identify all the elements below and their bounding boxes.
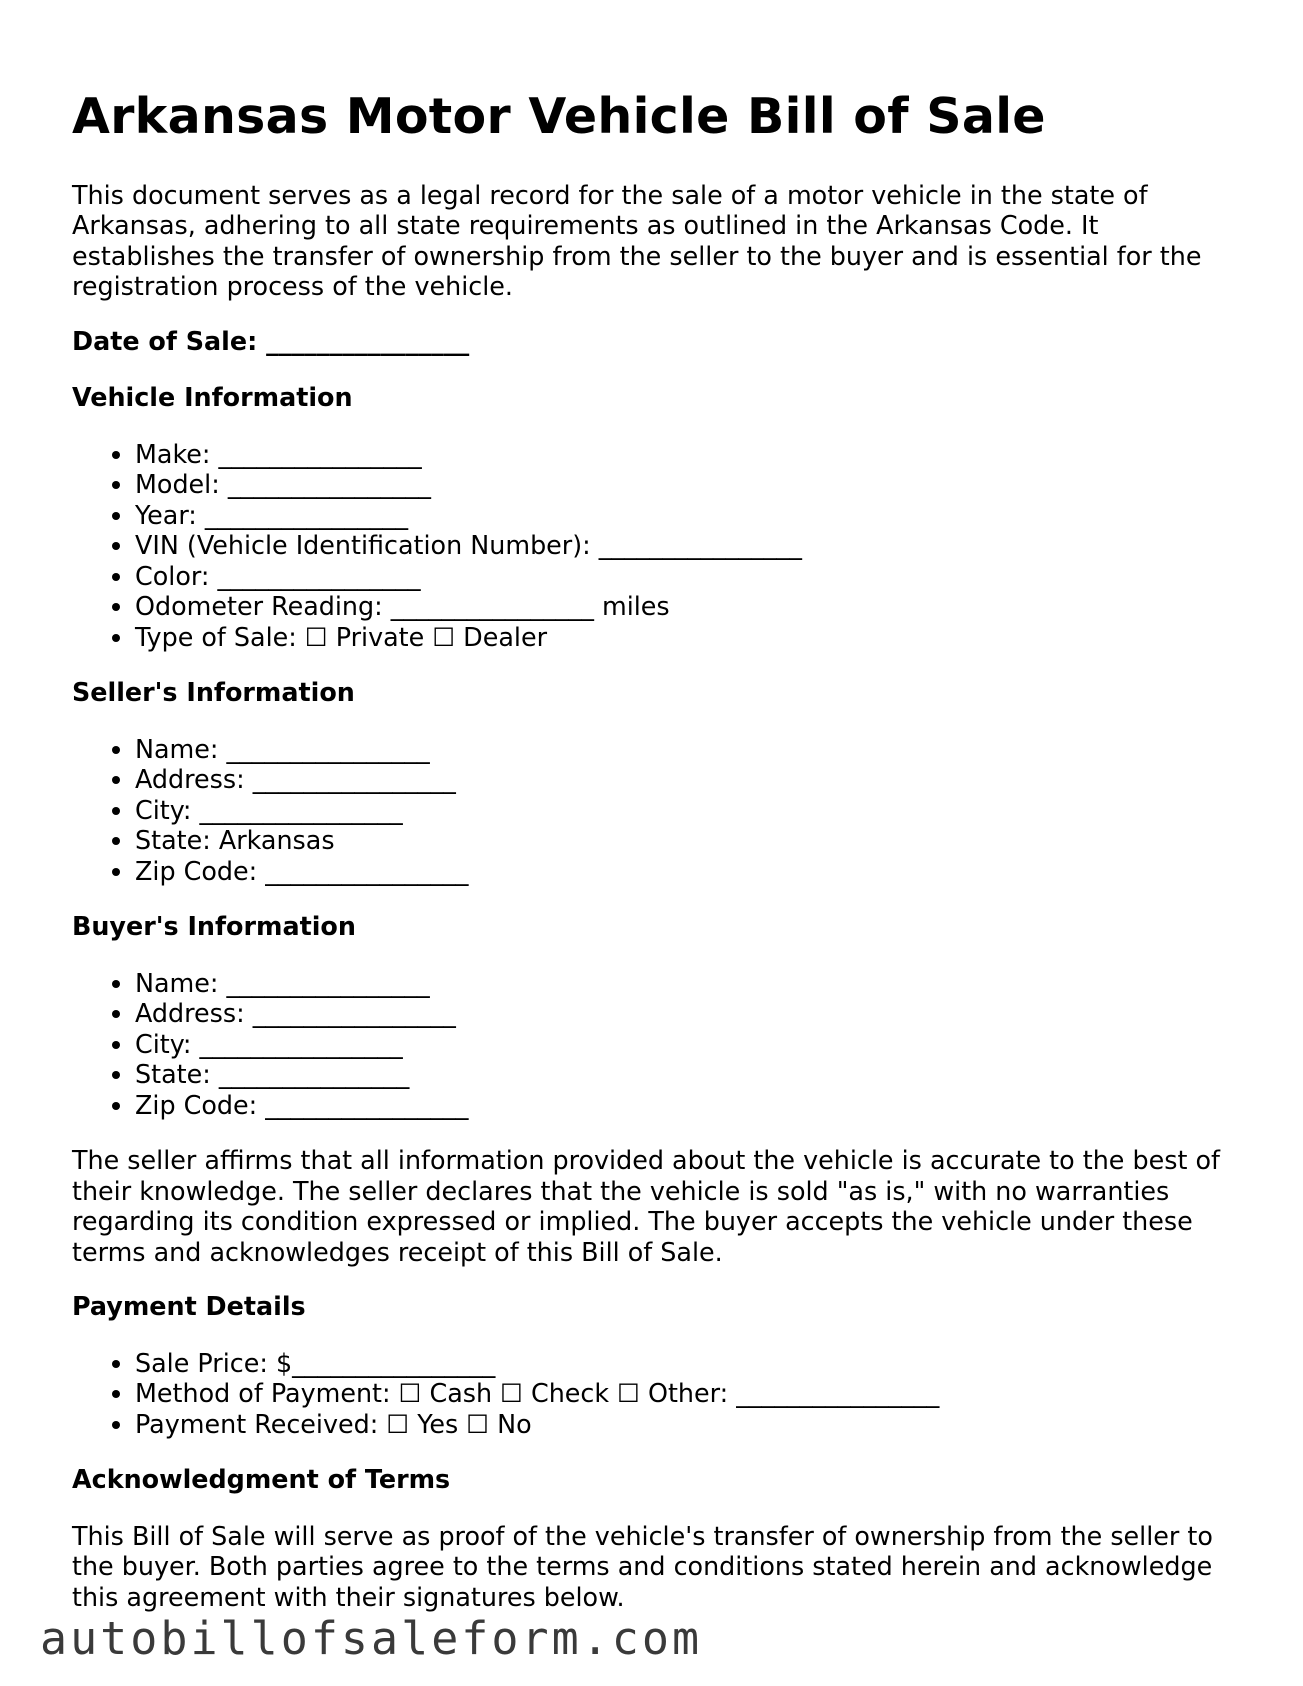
payment-method-item: • Method of Payment: ☐ Cash ☐ Check ☐ Other: ________________ (135, 1378, 1232, 1409)
buyer-city-item: • City: ________________ (135, 1029, 1232, 1060)
seller-city-item: • City: ________________ (135, 795, 1232, 826)
buyer-info-heading: Buyer's Information (72, 911, 356, 942)
vehicle-year-item: • Year: ________________ (135, 500, 1232, 531)
document-page (72, 88, 1232, 1636)
buyer-state-item: • State: _______________ (135, 1059, 1232, 1090)
date-of-sale-label: Date of Sale: (72, 325, 258, 356)
payment-details-heading: Payment Details (72, 1291, 306, 1322)
seller-address-item: • Address: ________________ (135, 764, 1232, 795)
date-of-sale-blank: ________________ (266, 325, 470, 356)
site-watermark: autobillofsaleform.com (40, 1612, 703, 1665)
vehicle-model-item: • Model: ________________ (135, 469, 1232, 500)
payment-received-item: • Payment Received: ☐ Yes ☐ No (135, 1409, 1232, 1440)
sale-price-item: • Sale Price: $________________ (135, 1348, 1232, 1379)
seller-name-item: • Name: ________________ (135, 734, 1232, 765)
seller-zip-item: • Zip Code: ________________ (135, 856, 1232, 887)
affirmation-paragraph: The seller affirms that all information provided about the vehicle is accurate to the best of their knowledge. The seller declares that the vehicle is sold "as is," with no warranties regarding its condition expressed or implied. The buyer accepts the vehicle under these terms and acknowledges receipt of this Bill of Sale. (72, 1145, 1220, 1267)
intro-paragraph: This document serves as a legal record for the sale of a motor vehicle in the state of Arkansas, adhering to all state requirements as outlined in the Arkansas Code. It establishes the transfer of ownership from the seller to the buyer and is essential for the registration process of the vehicle. (72, 179, 1202, 302)
vehicle-info-list (72, 439, 1232, 653)
seller-info-list (72, 734, 1232, 887)
buyer-name-item: • Name: ________________ (135, 968, 1232, 999)
date-of-sale-line (72, 326, 1232, 357)
vehicle-sale-type-item: • Type of Sale: ☐ Private ☐ Dealer (135, 622, 1232, 653)
payment-details-list (72, 1348, 1232, 1440)
acknowledgment-paragraph: This Bill of Sale will serve as proof of the vehicle's transfer of ownership from the seller to the buyer. Both parties agree to the terms and conditions stated herein and acknowledge this agreement with their signatures below. (72, 1520, 1213, 1612)
seller-info-heading: Seller's Information (72, 677, 355, 708)
document-title: Arkansas Motor Vehicle Bill of Sale (72, 88, 1046, 145)
vehicle-make-item: • Make: ________________ (135, 439, 1232, 470)
vehicle-vin-item: • VIN (Vehicle Identification Number): ________________ (135, 530, 1232, 561)
vehicle-info-heading: Vehicle Information (72, 382, 353, 413)
buyer-address-item: • Address: ________________ (135, 998, 1232, 1029)
buyer-zip-item: • Zip Code: ________________ (135, 1090, 1232, 1121)
seller-state-item: • State: Arkansas (135, 825, 1232, 856)
vehicle-color-item: • Color: ________________ (135, 561, 1232, 592)
acknowledgment-heading: Acknowledgment of Terms (72, 1464, 451, 1495)
vehicle-odometer-item: • Odometer Reading: ________________ miles (135, 591, 1232, 622)
buyer-info-list (72, 968, 1232, 1121)
